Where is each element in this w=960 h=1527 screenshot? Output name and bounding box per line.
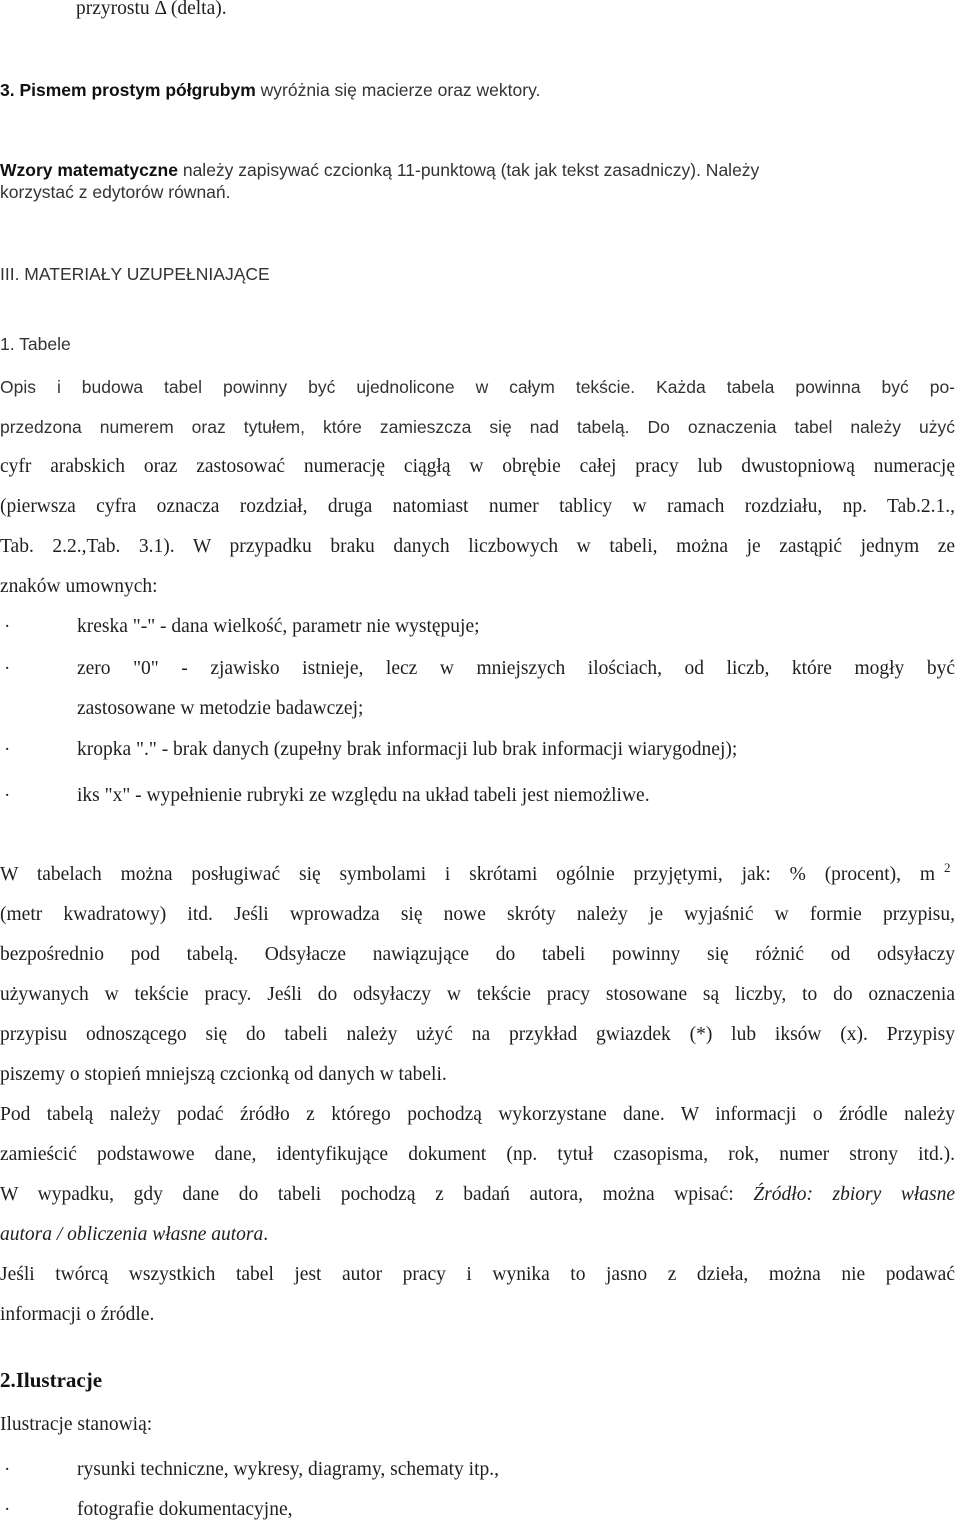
text-fragment: zastosowane w metodzie badawczej; <box>77 698 364 719</box>
text-line <box>0 903 955 927</box>
text-line <box>0 1413 152 1437</box>
text-fragment: cyfr arabskich oraz zastosować numerację ciągłą w obrębie całej pracy lub dwustopniową numerację <box>0 456 955 477</box>
text-fragment: (metr kwadratowy) itd. Jeśli wprowadza się nowe skróty należy je wyjaśnić w formie przypisu, <box>0 904 955 925</box>
text-line <box>0 1023 955 1047</box>
text-fragment: przedzona numerem oraz tytułem, które zamieszcza się nad tabelą. <box>0 417 630 437</box>
list-item <box>0 657 960 681</box>
bullet-icon: · <box>4 785 11 806</box>
bullet-icon: · <box>4 1499 11 1520</box>
text-line <box>0 1303 154 1327</box>
text-line <box>0 180 231 204</box>
text-line <box>0 1143 955 1167</box>
italic-phrase: Źródło: zbiory własne <box>753 1184 956 1205</box>
text-fragment: zamieścić podstawowe dane, identyfikujące dokument (np. tytuł czasopisma, rok, numer strony itd.). <box>0 1144 955 1165</box>
text-fragment: W tabelach można posługiwać się symbolami i skrótami ogólnie przyjętymi, jak: % (procent), m <box>0 864 935 885</box>
text-fragment: Opis i budowa tabel powinny być ujednolicone w całym tekście. <box>0 377 636 397</box>
text-fragment: przyrostu Δ (delta). <box>76 0 227 19</box>
text-fragment: W wypadku, gdy dane do tabeli pochodzą z badań autora, można wpisać: <box>0 1184 734 1205</box>
list-item-text: zero "0" - zjawisko istnieje, lecz w mniejszych ilościach, od liczb, które mogły być <box>77 658 955 679</box>
text-line <box>76 0 227 21</box>
bullet-icon: · <box>4 739 11 760</box>
text-line <box>0 415 955 439</box>
text-fragment: Pod tabelą należy podać źródło z którego pochodzą wykorzystane dane. W informacji o źródle należy <box>0 1104 955 1125</box>
bold-phrase: 3. Pismem prostym półgrubym <box>0 80 256 100</box>
subsection-heading <box>0 1368 102 1392</box>
text-fragment: bezpośrednio pod tabelą. Odsyłacze nawiązujące do tabeli powinny się różnić od odsyłaczy <box>0 944 955 965</box>
text-fragment: Każda tabela powinna być po- <box>635 377 956 397</box>
text-fragment: 2 <box>944 860 951 875</box>
list-item <box>0 738 960 762</box>
text-fragment: (pierwsza cyfra oznacza rozdział, druga natomiast numer tablicy w ramach rozdziału, np. Tab.2.1., <box>0 496 955 517</box>
text-line <box>0 455 955 479</box>
text-line <box>0 1063 447 1087</box>
text-line <box>0 983 955 1007</box>
text-fragment: Jeśli twórcą wszystkich tabel jest autor pracy i wynika to jasno z dzieła, można nie podawać <box>0 1264 955 1285</box>
text-fragment: korzystać z edytorów równań. <box>0 182 231 202</box>
text-fragment: używanych w tekście pracy. Jeśli do odsyłaczy w tekście pracy stosowane są liczby, to do oznaczenia <box>0 984 955 1005</box>
list-item <box>0 784 960 808</box>
section-heading <box>0 262 270 286</box>
text-fragment: Ilustracje stanowią: <box>0 1414 153 1435</box>
list-item-text: kreska "-" - dana wielkość, parametr nie występuje; <box>77 616 480 637</box>
list-item-text: fotografie dokumentacyjne, <box>77 1499 293 1520</box>
text-line <box>0 1263 955 1287</box>
list-item-text: kropka "." - brak danych (zupełny brak informacji lub brak informacji wiarygodnej); <box>77 739 738 760</box>
text-fragment: znaków umownych: <box>0 576 158 597</box>
heading-text: III. MATERIAŁY UZUPEŁNIAJĄCE <box>0 264 270 284</box>
bullet-icon: · <box>4 1459 11 1480</box>
text-line <box>0 863 935 887</box>
bullet-icon: · <box>4 658 11 679</box>
text-line <box>0 1183 955 1207</box>
text-line <box>0 535 955 559</box>
text-fragment: W przypadku braku danych liczbowych w tabeli, można je zastąpić jednym ze <box>174 536 956 557</box>
text-line <box>0 1103 955 1127</box>
text-fragment: przypisu odnoszącego się do tabeli należy użyć na przykład gwiazdek (*) lub iksów (x). Przypisy <box>0 1024 955 1045</box>
list-item-text: iks "x" - wypełnienie rubryki ze względu na układ tabeli jest niemożliwe. <box>77 785 650 806</box>
text-fragment: informacji o źródle. <box>0 1304 155 1325</box>
list-item <box>0 1458 960 1482</box>
text-line <box>0 78 540 103</box>
list-item <box>0 1498 960 1522</box>
text-line <box>0 495 955 519</box>
text-fragment: Tab. 2.2.,Tab. 3.1). <box>0 536 175 557</box>
text-line <box>0 943 955 967</box>
list-item-text: rysunki techniczne, wykresy, diagramy, schematy itp., <box>77 1459 500 1480</box>
subsection-heading <box>0 332 71 356</box>
bold-phrase: Wzory matematyczne <box>0 160 178 180</box>
text-line <box>0 1223 268 1247</box>
text-line <box>0 575 158 599</box>
heading-text: 1. Tabele <box>0 334 71 354</box>
text-fragment: należy zapisywać czcionką 11-punktową (tak jak tekst zasadniczy). Należy <box>177 160 760 180</box>
list-item-continuation <box>77 697 363 721</box>
text-line <box>0 375 955 399</box>
text-fragment: Do oznaczenia tabel należy użyć <box>629 417 955 437</box>
list-item <box>0 615 960 639</box>
superscript <box>944 856 951 880</box>
text-fragment: piszemy o stopień mniejszą czcionką od danych w tabeli. <box>0 1064 447 1085</box>
bullet-icon: · <box>4 616 11 637</box>
text-fragment: . <box>263 1224 269 1245</box>
italic-phrase: autora / obliczenia własne autora <box>0 1224 264 1245</box>
text-fragment: wyróżnia się macierze oraz wektory. <box>255 80 541 100</box>
heading-text: 2.Ilustracje <box>0 1368 103 1392</box>
